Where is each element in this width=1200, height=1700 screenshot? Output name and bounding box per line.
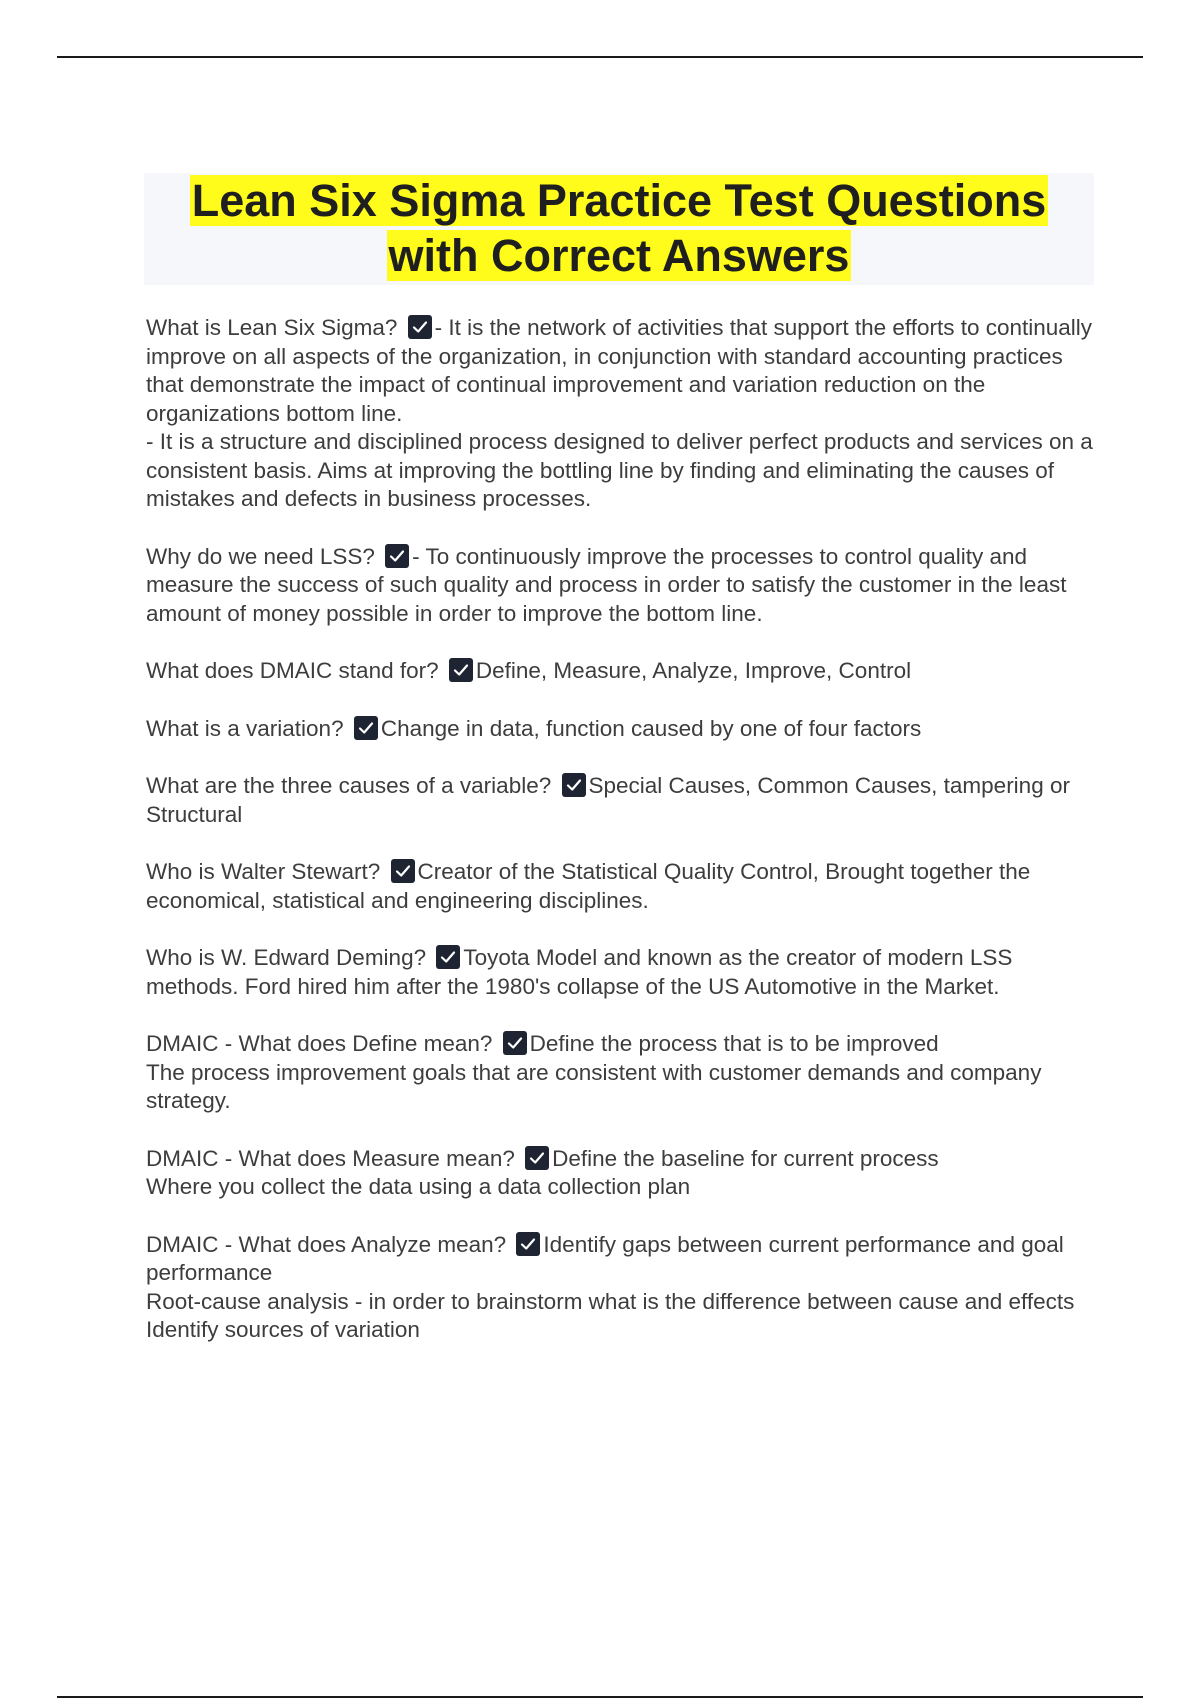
qa-first-line <box>146 657 1094 686</box>
qa-first-line <box>146 944 1094 1001</box>
qa-item <box>146 543 1094 629</box>
check-box-icon <box>525 1146 549 1170</box>
check-box-icon <box>516 1232 540 1256</box>
question-text: What is Lean Six Sigma? <box>146 315 398 340</box>
qa-first-line <box>146 715 1094 744</box>
question-text: DMAIC - What does Define mean? <box>146 1031 493 1056</box>
question-text: DMAIC - What does Measure mean? <box>146 1145 515 1171</box>
qa-item <box>146 715 1094 744</box>
qa-item <box>146 314 1100 514</box>
qa-first-line <box>146 543 1094 629</box>
answer-continuation: The process improvement goals that are consistent with customer demands and company strategy. <box>146 1059 1048 1113</box>
qa-item <box>146 772 1094 829</box>
bottom-rule <box>57 1696 1143 1698</box>
page-title-line-2: with Correct Answers <box>388 230 850 281</box>
question-text: Who is Walter Stewart? <box>146 859 381 884</box>
answer-text: Define the process that is to be improved <box>529 1031 939 1056</box>
check-box-icon <box>449 658 473 682</box>
answer-continuation: Root-cause analysis - in order to brainstorm what is the difference between cause and effects <box>146 1288 1075 1314</box>
check-box-icon <box>354 716 378 740</box>
qa-first-line <box>146 772 1094 829</box>
answer-text: Special Causes, Common Causes, tampering or Structural <box>146 773 1077 827</box>
page-title-line-1: Lean Six Sigma Practice Test Questions <box>191 175 1047 226</box>
answer-text: Change in data, function caused by one of four factors <box>380 715 922 741</box>
qa-item <box>146 1030 1094 1116</box>
check-box-icon <box>408 315 432 339</box>
qa-item <box>146 858 1094 915</box>
question-text: What are the three causes of a variable? <box>146 773 552 798</box>
answer-text: Creator of the Statistical Quality Control, Brought together the economical, statistical and engineering disciplines. <box>146 859 1037 913</box>
answer-continuation: - It is a structure and disciplined process designed to deliver perfect products and services on a consistent basis. Aims at improving the bottling line by finding and eliminating the causes of mistakes and defects in business processes. <box>146 429 1100 511</box>
check-box-icon <box>562 773 586 797</box>
question-text: What does DMAIC stand for? <box>146 658 439 683</box>
qa-item <box>146 1145 1094 1202</box>
answer-text: Identify gaps between current performance and goal performance <box>146 1231 1071 1285</box>
question-text: Who is W. Edward Deming? <box>146 945 427 970</box>
answer-continuation: Where you collect the data using a data collection plan <box>146 1174 691 1199</box>
question-text: DMAIC - What does Analyze mean? <box>146 1231 507 1257</box>
qa-item <box>146 1231 1094 1345</box>
qa-first-line <box>146 314 1099 428</box>
answer-continuation: Identify sources of variation <box>146 1317 420 1342</box>
check-box-icon <box>503 1031 527 1055</box>
qa-list <box>146 314 1100 1374</box>
check-box-icon <box>436 945 460 969</box>
answer-text: - To continuously improve the processes to control quality and measure the success of such quality and process in order to satisfy the customer in the least amount of money possible in order to improve the bottom line. <box>146 543 1073 626</box>
answer-text: Define the baseline for current process <box>552 1145 939 1171</box>
answer-text: Define, Measure, Analyze, Improve, Control <box>475 658 912 683</box>
top-rule <box>57 56 1143 58</box>
check-box-icon <box>385 544 409 568</box>
answer-text: - It is the network of activities that support the efforts to continually improve on all aspects of the organization, in conjunction with standard accounting practices that demonstrate the impact of continual improvement and variation reduction on the organizations bottom line. <box>146 315 1099 426</box>
qa-item <box>146 657 1094 686</box>
qa-first-line <box>146 1231 1094 1288</box>
answer-text: Toyota Model and known as the creator of modern LSS methods. Ford hired him after the 1980's collapse of the US Automotive in the Market. <box>146 945 1019 999</box>
qa-item <box>146 944 1094 1001</box>
check-box-icon <box>391 859 415 883</box>
question-text: What is a variation? <box>146 715 344 741</box>
qa-first-line <box>146 858 1094 915</box>
title-block <box>144 173 1094 285</box>
qa-first-line <box>146 1145 1094 1174</box>
question-text: Why do we need LSS? <box>146 543 375 569</box>
qa-first-line <box>146 1030 1094 1059</box>
